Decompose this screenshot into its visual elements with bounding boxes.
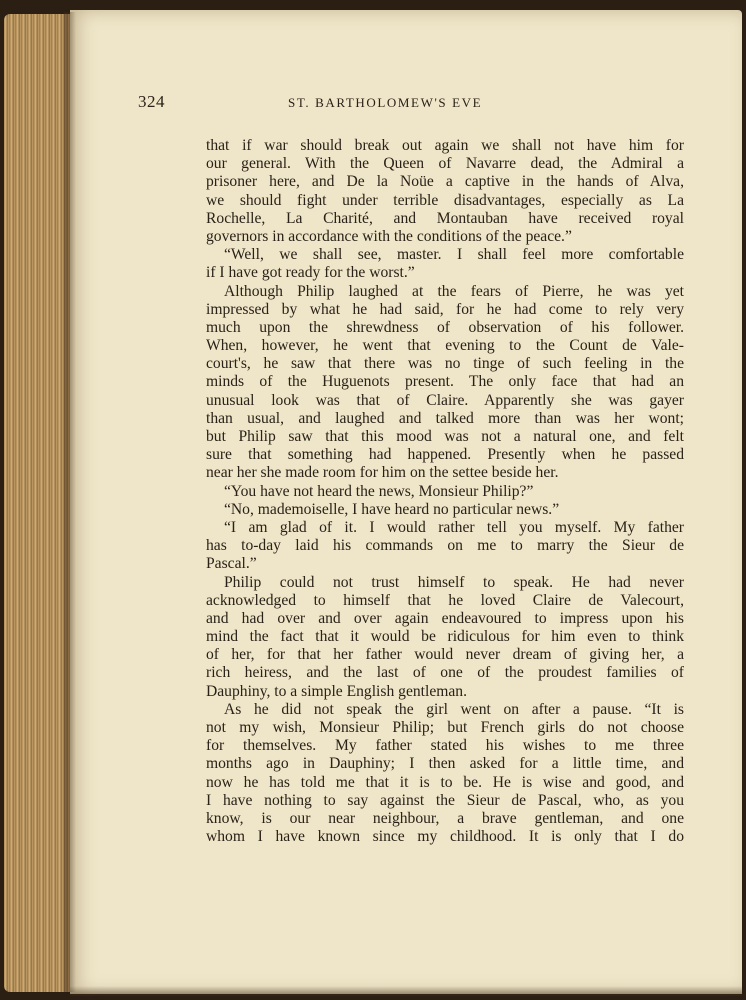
- text-line: for themselves. My father stated his wishes to me three: [206, 737, 684, 755]
- text-line: rich heiress, and the last of one of the proudest families of: [206, 664, 684, 682]
- text-line: “I am glad of it. I would rather tell you myself. My father: [224, 518, 684, 536]
- text-line: but Philip saw that this mood was not a natural one, and felt: [206, 428, 684, 445]
- text-line: sure that something had happened. Presently when he passed: [206, 446, 684, 464]
- text-line: and had over and over again endeavoured to impress upon his: [206, 609, 684, 627]
- text-line: months ago in Dauphiny; I then asked for a little time, and: [206, 755, 684, 773]
- text-line: if I have got ready for the worst.”: [206, 264, 415, 282]
- text-line: impressed by what he had said, for he had come to rely very: [206, 300, 684, 318]
- text-line: acknowledged to himself that he loved Claire de Valecourt,: [206, 591, 684, 609]
- text-line: When, however, he went that evening to the Count de Vale-: [206, 337, 684, 355]
- text-line: near her she made room for him on the settee beside her.: [206, 464, 559, 482]
- text-line: we should fight under terrible disadvantages, especially as La: [206, 191, 684, 209]
- text-line: prisoner here, and De la Noüe a captive in the hands of Alva,: [206, 173, 684, 191]
- text-line: Dauphiny, to a simple English gentleman.: [206, 682, 468, 700]
- page-bottom-shadow: [70, 986, 742, 996]
- text-line: of her, for that her father would never dream of giving her, a: [206, 646, 684, 664]
- text-line: Pascal.”: [206, 555, 257, 573]
- text-line: As he did not speak the girl went on after a pause. “It is: [224, 700, 684, 718]
- text-line: Although Philip laughed at the fears of Pierre, he was yet: [224, 282, 684, 300]
- text-line: now he has told me that it is to be. He is wise and good, and: [206, 773, 684, 791]
- text-line: governors in accordance with the conditions of the peace.”: [206, 227, 572, 245]
- text-line: has to-day laid his commands on me to marry the Sieur de: [206, 537, 684, 555]
- text-line: that if war should break out again we shall not have him for: [206, 137, 684, 154]
- text-line: unusual look was that of Claire. Apparently she was gayer: [206, 391, 684, 409]
- text-line: “You have not heard the news, Monsieur Philip?”: [224, 482, 534, 500]
- text-line: whom I have known since my childhood. It is only that I do: [206, 828, 684, 846]
- page-number: 324: [138, 92, 165, 111]
- text-line: know, is our near neighbour, a brave gentleman, and one: [206, 809, 684, 827]
- spine-shadow: [64, 12, 76, 992]
- page-header: [138, 92, 686, 114]
- text-line: court's, he saw that there was no tinge of such feeling in the: [206, 355, 684, 373]
- text-line: Philip could not trust himself to speak. He had never: [224, 573, 684, 591]
- running-title: ST. BARTHOLOMEW'S EVE: [288, 95, 483, 110]
- text-line: “Well, we shall see, master. I shall feel more comfortable: [224, 246, 684, 264]
- text-line: minds of the Huguenots present. The only face that had an: [206, 373, 684, 391]
- text-line: than usual, and laughed and talked more than was her wont;: [206, 409, 684, 427]
- text-line: our general. With the Queen of Navarre dead, the Admiral a: [206, 155, 684, 173]
- body-text: [206, 137, 684, 846]
- text-line: I have nothing to say against the Sieur de Pascal, who, as you: [206, 791, 684, 809]
- text-line: Rochelle, La Charité, and Montauban have received royal: [206, 209, 684, 227]
- text-line: not my wish, Monsieur Philip; but French girls do not choose: [206, 719, 684, 736]
- text-line: mind the fact that it would be ridiculous for him even to think: [206, 628, 684, 646]
- text-line: much upon the shrewdness of observation of his follower.: [206, 318, 684, 336]
- text-line: “No, mademoiselle, I have heard no particular news.”: [224, 500, 560, 518]
